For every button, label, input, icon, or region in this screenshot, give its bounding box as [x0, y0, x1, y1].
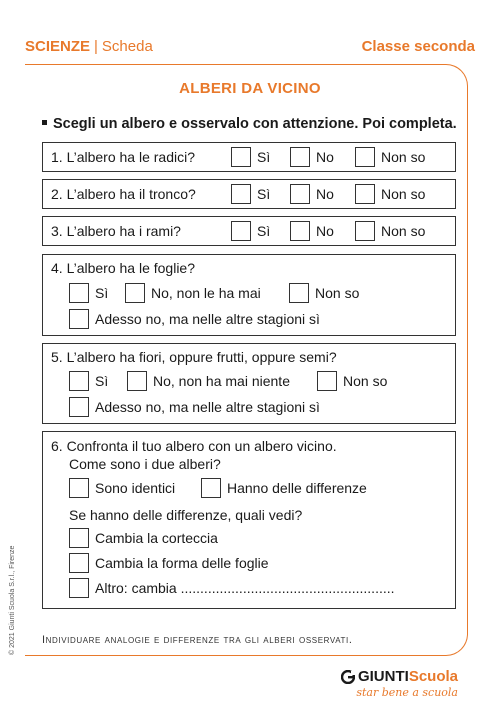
question-2-text: 2. L’albero ha il tronco?: [51, 186, 196, 202]
option-label: Cambia la corteccia: [95, 530, 218, 546]
option-non-so[interactable]: [355, 147, 425, 167]
option-label[interactable]: Altro: cambia .......................................................: [95, 580, 395, 596]
option-label: Non so: [381, 149, 426, 165]
subject-label: [25, 38, 153, 55]
option-label: Cambia la forma delle foglie: [95, 555, 269, 571]
difference-altro: [69, 578, 395, 598]
option-label: Sono identici: [95, 480, 176, 496]
page-header: [25, 38, 475, 60]
question-1-text: 1. L’albero ha le radici?: [51, 149, 195, 165]
option-no[interactable]: [290, 221, 355, 241]
option-label: Sì: [257, 223, 271, 239]
checkbox[interactable]: [69, 553, 89, 573]
question-3: [42, 216, 456, 246]
option-label: No: [316, 149, 334, 165]
checkbox[interactable]: [355, 147, 375, 167]
checkbox[interactable]: [69, 528, 89, 548]
checkbox[interactable]: [355, 221, 375, 241]
question-6-subtext: Come sono i due alberi?: [69, 456, 221, 472]
checkbox[interactable]: [127, 371, 147, 391]
option-label: Sì: [257, 149, 271, 165]
checkbox[interactable]: [290, 221, 310, 241]
checkbox[interactable]: [231, 147, 251, 167]
option-no[interactable]: [290, 184, 355, 204]
checkbox[interactable]: [289, 283, 309, 303]
question-6-text: 6. Confronta il tuo albero con un albero vicino.: [51, 438, 337, 454]
checkbox[interactable]: [355, 184, 375, 204]
checkbox[interactable]: [69, 309, 89, 329]
question-2-options: [231, 184, 425, 204]
option-no-mai[interactable]: [127, 371, 317, 391]
option-differenze[interactable]: [201, 478, 367, 498]
question-3-options: [231, 221, 425, 241]
question-5-options: [69, 371, 387, 391]
checkbox[interactable]: [69, 283, 89, 303]
option-label: No: [316, 186, 334, 202]
option-identici[interactable]: [69, 478, 201, 498]
option-label: Hanno delle differenze: [227, 480, 367, 496]
logo-wordmark: [341, 668, 458, 685]
option-non-so[interactable]: [355, 184, 425, 204]
option-label: Sì: [257, 186, 271, 202]
option-corteccia[interactable]: [69, 528, 218, 548]
option-non-so[interactable]: [317, 371, 387, 391]
option-no-mai[interactable]: [125, 283, 289, 303]
checkbox[interactable]: [231, 221, 251, 241]
option-foglie[interactable]: [69, 553, 269, 573]
option-label: Adesso no, ma nelle altre stagioni sì: [95, 399, 320, 415]
giunti-g-icon: [341, 670, 355, 684]
instruction-text: Scegli un albero e osservalo con attenzione. Poi completa.: [53, 116, 457, 132]
option-label: Non so: [343, 373, 388, 389]
question-6-options: [69, 478, 367, 498]
question-6: [42, 431, 456, 609]
option-non-so[interactable]: [289, 283, 359, 303]
class-label: Classe seconda: [361, 38, 475, 55]
option-altre-stagioni[interactable]: [69, 397, 320, 417]
question-1-options: [231, 147, 425, 167]
publisher-logo: [341, 668, 458, 699]
checkbox[interactable]: [201, 478, 221, 498]
option-label: No, non ha mai niente: [153, 373, 290, 389]
difference-foglie: [69, 553, 269, 573]
option-label: Sì: [95, 285, 109, 301]
option-si[interactable]: [69, 371, 127, 391]
header-separator: |: [94, 38, 98, 55]
logo-brand: GIUNTI: [357, 668, 409, 685]
question-2: [42, 179, 456, 209]
logo-tagline: star bene a scuola: [356, 686, 458, 699]
option-si[interactable]: [231, 221, 290, 241]
difference-corteccia: [69, 528, 218, 548]
option-label: Non so: [381, 186, 426, 202]
question-5-options-2: [69, 397, 320, 417]
question-4: [42, 254, 456, 336]
checkbox[interactable]: [69, 371, 89, 391]
option-label: No, non le ha mai: [151, 285, 261, 301]
question-5-text: 5. L’albero ha fiori, oppure frutti, oppure semi?: [51, 349, 337, 365]
instruction: [42, 116, 457, 132]
question-6-followup: Se hanno delle differenze, quali vedi?: [69, 507, 303, 523]
worksheet-title: ALBERI DA VICINO: [179, 80, 321, 97]
checkbox[interactable]: [69, 478, 89, 498]
checkbox[interactable]: [69, 578, 89, 598]
subject-name: SCIENZE: [25, 38, 91, 55]
checkbox[interactable]: [317, 371, 337, 391]
checkbox[interactable]: [125, 283, 145, 303]
option-non-so[interactable]: [355, 221, 425, 241]
checkbox[interactable]: [231, 184, 251, 204]
checkbox[interactable]: [290, 184, 310, 204]
option-label: No: [316, 223, 334, 239]
option-si[interactable]: [231, 184, 290, 204]
checkbox[interactable]: [69, 397, 89, 417]
option-no[interactable]: [290, 147, 355, 167]
option-label: Non so: [381, 223, 426, 239]
question-4-options: [69, 283, 359, 303]
question-4-options-2: [69, 309, 320, 329]
question-3-text: 3. L’albero ha i rami?: [51, 223, 181, 239]
option-label: Sì: [95, 373, 109, 389]
copyright-notice: © 2021 Giunti Scuola S.r.l., Firenze: [9, 545, 16, 655]
option-label: Non so: [315, 285, 360, 301]
option-label: Adesso no, ma nelle altre stagioni sì: [95, 311, 320, 327]
checkbox[interactable]: [290, 147, 310, 167]
question-5: [42, 343, 456, 424]
learning-objective: Individuare analogie e differenze tra gli alberi osservati.: [42, 634, 353, 646]
logo-brand-accent: Scuola: [408, 668, 458, 685]
option-si[interactable]: [69, 283, 125, 303]
question-1: [42, 142, 456, 172]
sheet-type: Scheda: [101, 38, 153, 55]
option-altre-stagioni[interactable]: [69, 309, 320, 329]
option-si[interactable]: [231, 147, 290, 167]
bullet-icon: [42, 120, 47, 125]
question-4-text: 4. L’albero ha le foglie?: [51, 260, 195, 276]
option-altro[interactable]: [69, 578, 395, 598]
